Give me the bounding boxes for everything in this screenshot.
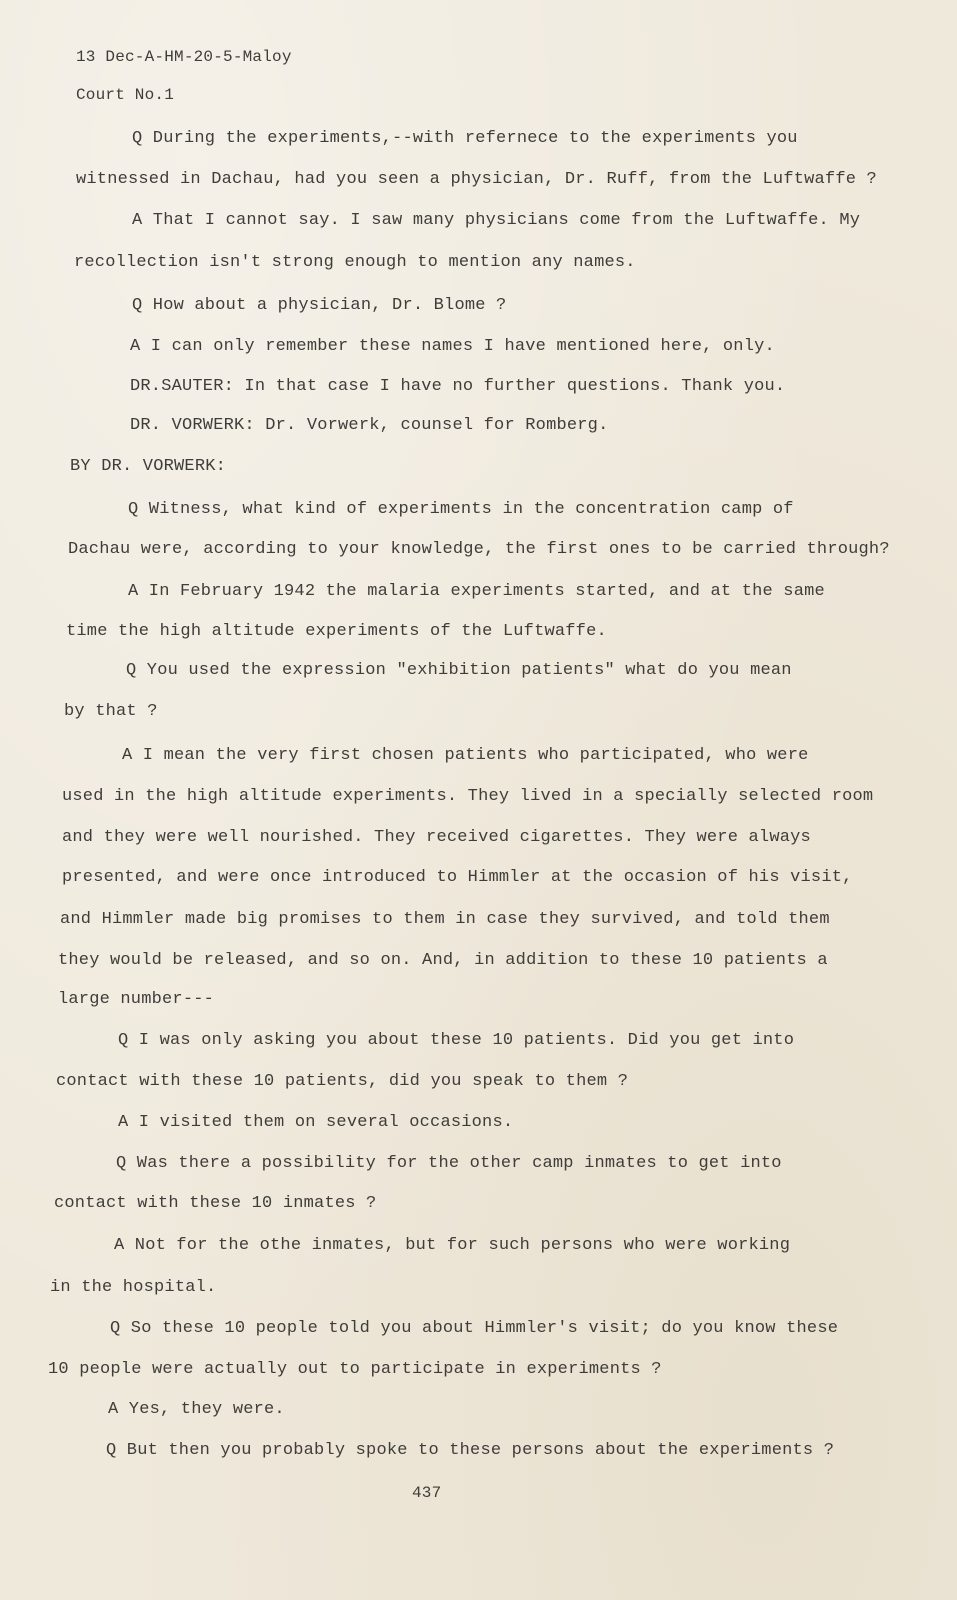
text-line: contact with these 10 inmates ? xyxy=(54,1194,377,1213)
text-line: Q I was only asking you about these 10 patients. Did you get into xyxy=(118,1031,795,1050)
text-line: Q How about a physician, Dr. Blome ? xyxy=(132,296,507,315)
text-line: in the hospital. xyxy=(50,1278,217,1297)
reference-header: 13 Dec-A-HM-20-5-Maloy xyxy=(76,48,292,66)
text-line: used in the high altitude experiments. They lived in a specially selected room xyxy=(62,787,874,806)
text-line: Q You used the expression "exhibition patients" what do you mean xyxy=(126,661,792,680)
text-line: presented, and were once introduced to Himmler at the occasion of his visit, xyxy=(62,868,853,887)
text-line: Q But then you probably spoke to these persons about the experiments ? xyxy=(106,1441,835,1460)
text-line: time the high altitude experiments of the Luftwaffe. xyxy=(66,622,607,641)
section-heading: BY DR. VORWERK: xyxy=(70,457,227,476)
text-line: A I visited them on several occasions. xyxy=(118,1113,514,1132)
text-line: witnessed in Dachau, had you seen a physician, Dr. Ruff, from the Luftwaffe ? xyxy=(76,170,877,189)
text-line: 10 people were actually out to participate in experiments ? xyxy=(48,1360,662,1379)
court-header: Court No.1 xyxy=(76,86,175,104)
text-line: Q During the experiments,--with refernece to the experiments you xyxy=(132,129,798,148)
text-line: and they were well nourished. They received cigarettes. They were always xyxy=(62,828,811,847)
text-line: large number--- xyxy=(58,990,215,1009)
page-number: 437 xyxy=(412,1484,442,1502)
text-line: A I mean the very first chosen patients who participated, who were xyxy=(122,746,809,765)
text-line: Dachau were, according to your knowledge, the first ones to be carried through? xyxy=(68,540,890,559)
text-line: A I can only remember these names I have mentioned here, only. xyxy=(130,337,775,356)
text-line: recollection isn't strong enough to mention any names. xyxy=(74,253,636,272)
text-line: contact with these 10 patients, did you speak to them ? xyxy=(56,1072,629,1091)
text-line: A Not for the othe inmates, but for such persons who were working xyxy=(114,1236,791,1255)
text-line: Q So these 10 people told you about Himmler's visit; do you know these xyxy=(110,1319,839,1338)
text-line: A Yes, they were. xyxy=(108,1400,285,1419)
text-line: they would be released, and so on. And, in addition to these 10 patients a xyxy=(58,951,828,970)
text-line: DR.SAUTER: In that case I have no further questions. Thank you. xyxy=(130,377,786,396)
text-line: A That I cannot say. I saw many physicians come from the Luftwaffe. My xyxy=(132,211,861,230)
text-line: DR. VORWERK: Dr. Vorwerk, counsel for Romberg. xyxy=(130,416,609,435)
text-line: Q Was there a possibility for the other camp inmates to get into xyxy=(116,1154,782,1173)
text-line: by that ? xyxy=(64,702,158,721)
text-line: Q Witness, what kind of experiments in the concentration camp of xyxy=(128,500,794,519)
text-line: and Himmler made big promises to them in case they survived, and told them xyxy=(60,910,830,929)
text-line: A In February 1942 the malaria experiments started, and at the same xyxy=(128,582,825,601)
